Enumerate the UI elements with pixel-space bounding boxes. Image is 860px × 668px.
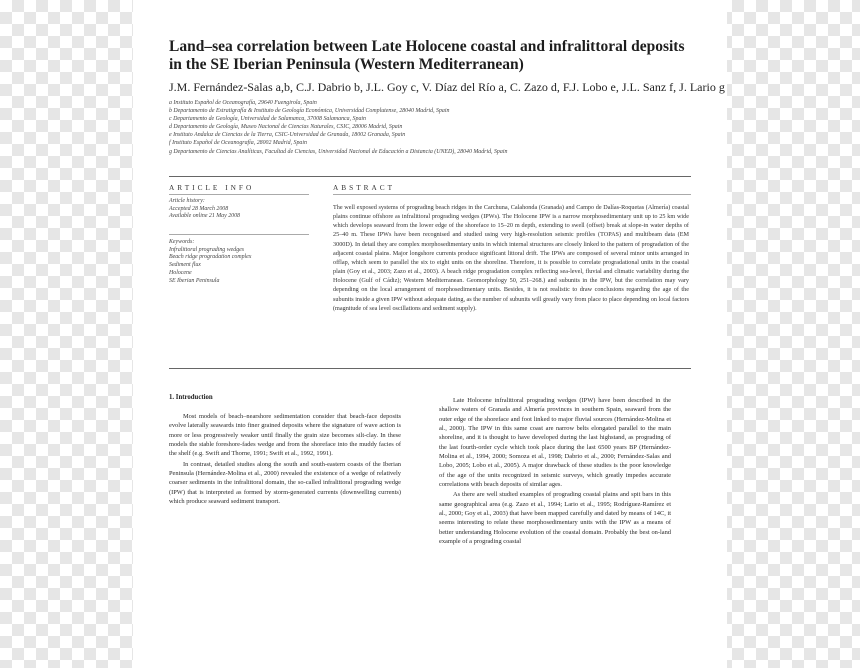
keyword: Holocene bbox=[169, 269, 192, 276]
article-history bbox=[169, 198, 309, 221]
keyword: Beach ridge progradation complex bbox=[169, 254, 252, 261]
affiliation: f Instituto Español de Oceanografía, 28002 Madrid, Spain bbox=[169, 140, 307, 147]
abstract-heading: ABSTRACT bbox=[333, 183, 396, 192]
abstract-bottom-rule bbox=[169, 368, 691, 369]
paper-page bbox=[133, 0, 727, 668]
keywords-rule bbox=[169, 234, 309, 235]
keywords-block bbox=[169, 239, 309, 285]
keyword: SE Iberian Peninsula bbox=[169, 277, 220, 284]
keyword: Sediment flux bbox=[169, 262, 201, 269]
paragraph: As there are well studied examples of prograding coastal plains and spit bars in this same geographical area (e.g. Zazo et al., 1994; Lario et al., 1995; Rodríguez-Ramírez et al., 2000; Goy et al., 2003) that have been mapped carefully and dated by means of 14C, it seems interesting to relate these morphosedimentary units with the IPW as a means of better understanding Holocene evolution of the coastal domain. Probably the best on-land example of a prograding coastal bbox=[439, 491, 671, 546]
author-list: J.M. Fernández-Salas a,b, C.J. Dabrio b, J.L. Goy c, V. Díaz del Río a, C. Zazo d, F.J. Lobo e, J.L. Sanz f, J. Lario g bbox=[169, 80, 725, 94]
header-rule bbox=[169, 176, 691, 177]
affiliation-list bbox=[169, 99, 689, 156]
affiliation: a Instituto Español de Oceanografía, 29640 Fuengirola, Spain bbox=[169, 100, 317, 106]
body-column-right bbox=[439, 396, 671, 548]
paragraph: In contrast, detailed studies along the south and south-eastern coasts of the Iberian Peninsula (Hernández-Molina et al., 2000) revealed the existence of a wedge of relatively coarser sediments in the infralittoral domain, the so-called infralittoral prograding wedge (IPW) that is interpreted as formed by storm-generated currents (downwelling currents) which produce seaward sediment transport. bbox=[169, 460, 401, 506]
affiliation: b Departamento de Estratigrafía & Instituto de Geología Económica, Universidad Complutense, 28040 Madrid, Spain bbox=[169, 108, 450, 115]
body-column-left bbox=[169, 412, 401, 507]
abstract-rule bbox=[333, 194, 691, 195]
history-online: Available online 21 May 2008 bbox=[169, 213, 241, 220]
info-rule bbox=[169, 194, 309, 195]
affiliation: c Departamento de Geología, Universidad de Salamanca, 37008 Salamanca, Spain bbox=[169, 116, 366, 123]
blank-footnote-area bbox=[169, 570, 401, 626]
history-accepted: Accepted 28 March 2008 bbox=[169, 205, 229, 212]
affiliation: g Departamento de Ciencias Analíticas, Facultad de Ciencias, Universidad Nacional de Educación a Distancia (UNED), 28040 Madrid, Spain bbox=[169, 148, 508, 155]
abstract-text: The well exposed systems of prograding beach ridges in the Carchuna, Calahonda (Granada) and Campo de Dalías-Roquetas (Almería) coastal plains continue offshore as infralittoral prograding wedges (IPWs). The Holocene IPW is a narrow morphosedimentary unit up to 25 km wide which develops seaward from the lower edge of the shoreface to 15–20 m depth, extending to swell (offset) break at slope-in water depths of 25–40 m. These IPWs have been recognised and studied using very high-resolution seismic profiles (TOPAS) and multibeam data (EM 3000D). In detail they are complex morphosedimentary units in which internal structures are closely linked to the pattern of progradation of the adjacent coastal plains. Major longshore currents produce significant littoral drift. The IPWs are composed of several minor units arranged in offlap, which seem to parallel the six to eight units on the shoreline. Therefore, it is possible to correlate progradational units in the coastal plain (Goy et al., 2003; Zazo et al., 2003). A beach ridge progradation complex reflecting sea-level, fluvial and climatic variability during the Holocene (Gulf of Cádiz); Western Mediterranean. Geomorphology 50, 251–268.) and subunits in the IPW, but the correlation may vary depending on the local arrangement of morphosedimentary units. Besides, it is not realistic to draw conclusions regarding the age of the subunits inside a given IPW without adequate dating, as the number of subunits will greatly vary from place to place depending on local factors (magnitude of sea level oscillations and sediment supply). bbox=[333, 204, 689, 312]
article-info-heading: ARTICLE INFO bbox=[169, 183, 255, 192]
keywords-heading: Keywords: bbox=[169, 239, 195, 245]
section-heading-introduction: 1. Introduction bbox=[169, 394, 213, 401]
affiliation: e Instituto Andaluz de Ciencias de la Tierra, CSIC-Universidad de Granada, 18002 Granada, Spain bbox=[169, 132, 406, 139]
paper-title: Land–sea correlation between Late Holocene coastal and infralittoral deposits in the SE Iberian Peninsula (Western Mediterranean) bbox=[169, 38, 685, 73]
paragraph: Late Holocene infralittoral prograding wedges (IPW) have been described in the shallow waters of Granada and Almería provinces in southern Spain, seaward from the outer edge of the shoreface and foot linked to major fluvial sources (Hernández-Molina et al., 2000). The IPW in this same coast are narrow belts elongated parallel to the main shoreline, and it is thought to have developed during the last highstand, as prograding of the last fourth-order cycle which took place during the last 6500 years BP (Hernández-Molina et al., 1994, 2000; Somoza et al., 1998; Dabrio et al., 2000; Fernández-Salas and Lobo, 2005; Lobo et al., 2005). A major drawback of these studies is the poor knowledge of the age of the units recognized in seismic surveys, which greatly impedes accurate correlations with beach deposits of similar ages. bbox=[439, 397, 671, 489]
history-label: Article history: bbox=[169, 198, 205, 204]
keyword: Infralittoral prograding wedges bbox=[169, 246, 245, 253]
affiliation: d Departamento de Geología, Museo Nacional de Ciencias Naturales, CSIC, 28006 Madrid, Spain bbox=[169, 124, 403, 131]
paragraph: Most models of beach–nearshore sedimentation consider that beach-face deposits evolve laterally seawards into finer grained deposits where the signature of wave action is more or less progressively weaker until finally the grain size becomes silt-clay. In these models the stable foreshore-fades wedge and from the shoreface into the muddy facies of the shelf (e.g. Swift and Thorne, 1991; Swift et al., 1992, 1991). bbox=[169, 413, 401, 458]
